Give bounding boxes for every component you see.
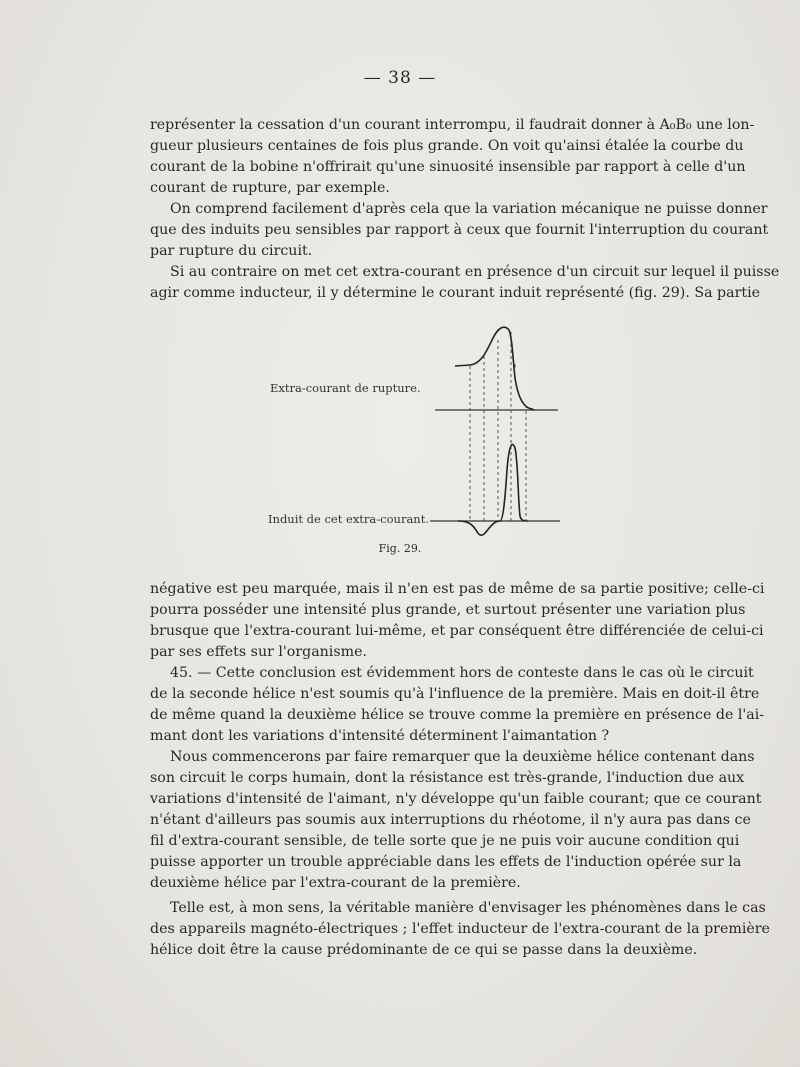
curve-letter: l <box>513 364 517 375</box>
text-line: de même quand la deuxième hélice se trouve comme la première en présence de l'ai- <box>150 707 765 723</box>
text-line: de la seconde hélice n'est soumis qu'à l'influence de la première. Mais en doit-il être <box>150 686 760 702</box>
text-line: n'étant d'ailleurs pas soumis aux interruptions du rhéotome, il n'y aura pas dans ce <box>150 812 751 828</box>
paragraph-5 <box>150 663 765 747</box>
extra-current-curve <box>455 327 534 410</box>
text-line: courant de la bobine n'offrirait qu'une sinuosité insensible par rapport à celle d'un <box>150 159 746 175</box>
paragraph-7 <box>150 898 770 961</box>
text-line: par ses effets sur l'organisme. <box>150 644 367 660</box>
text-line: son circuit le corps humain, dont la résistance est très-grande, l'induction due aux <box>150 770 745 786</box>
text-line: négative est peu marquée, mais il n'en est pas de même de sa partie positive; celle-ci <box>150 581 765 597</box>
text-line: Nous commencerons par faire remarquer que la deuxième hélice contenant dans <box>170 749 755 765</box>
label-induit: Induit de cet extra-courant. <box>268 512 429 526</box>
page-number: — 38 — <box>363 68 437 88</box>
text-line: brusque que l'extra-courant lui-même, et par conséquent être différenciée de celui-ci <box>150 623 764 639</box>
paragraph-4 <box>150 579 765 663</box>
text-line: On comprend facilement d'après cela que la variation mécanique ne puisse donner <box>170 201 768 217</box>
text-line: variations d'intensité de l'aimant, n'y développe qu'un faible courant; que ce courant <box>150 791 762 807</box>
label-extra-courant: Extra-courant de rupture. <box>270 381 421 395</box>
text-line: que des induits peu sensibles par rapport à ceux que fournit l'interruption du courant <box>150 222 769 238</box>
text-line: 45. — Cette conclusion est évidemment hors de conteste dans le cas où le circuit <box>170 665 754 681</box>
text-line: mant dont les variations d'intensité déterminent l'aimantation ? <box>150 728 610 744</box>
text-line: Si au contraire on met cet extra-courant en présence d'un circuit sur lequel il puisse <box>170 264 780 280</box>
text-line: par rupture du circuit. <box>150 243 313 259</box>
text-line: courant de rupture, par exemple. <box>150 180 390 196</box>
text-line: deuxième hélice par l'extra-courant de la première. <box>150 875 521 891</box>
text-line: puisse apporter un trouble appréciable dans les effets de l'induction opérée sur la <box>150 854 742 870</box>
text-line: agir comme inducteur, il y détermine le courant induit représenté (fig. 29). Sa partie <box>150 285 760 301</box>
text-line: des appareils magnéto-électriques ; l'effet inducteur de l'extra-courant de la première <box>150 921 770 937</box>
paragraph-6 <box>150 747 762 894</box>
text-line: pourra posséder une intensité plus grande, et surtout présenter une variation plus <box>150 602 746 618</box>
text-line: hélice doit être la cause prédominante de ce qui se passe dans la deuxième. <box>150 942 698 958</box>
text-line: fil d'extra-courant sensible, de telle sorte que je ne puis voir aucune condition qui <box>150 833 740 849</box>
text-line: représenter la cessation d'un courant interrompu, il faudrait donner à A₀B₀ une lon- <box>150 117 755 133</box>
text-line: gueur plusieurs centaines de fois plus grande. On voit qu'ainsi étalée la courbe du <box>150 138 744 154</box>
figure-caption: Fig. 29. <box>378 542 422 555</box>
text-line: Telle est, à mon sens, la véritable manière d'envisager les phénomènes dans le cas <box>170 900 766 916</box>
